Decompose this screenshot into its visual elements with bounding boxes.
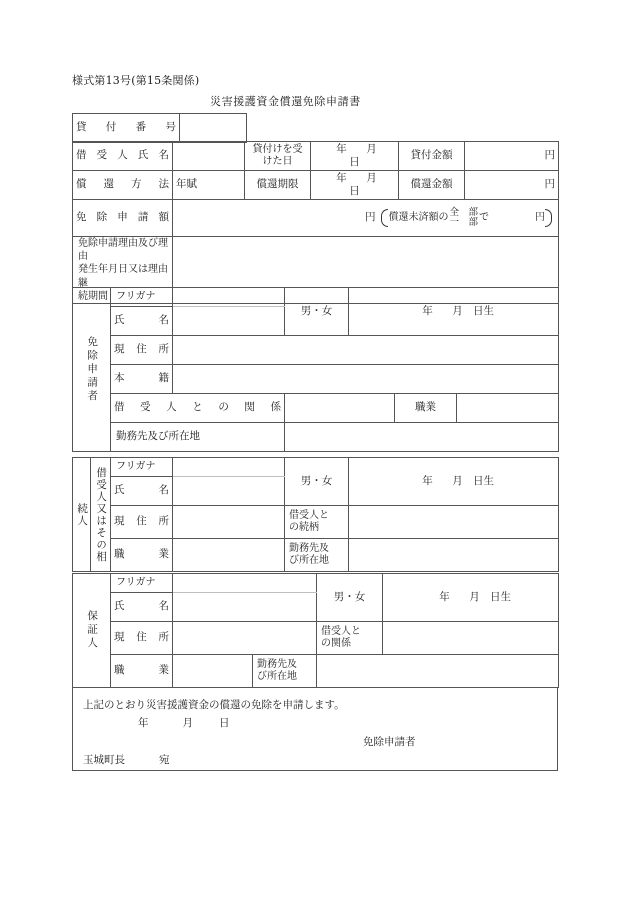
addressee-name: 玉城町長: [83, 754, 125, 766]
applicant-name-label: 氏名: [111, 307, 173, 336]
repayment-deadline-month: 月: [366, 171, 377, 184]
loan-detail-table: [72, 141, 559, 304]
guarantor-table: [72, 573, 559, 688]
applicant-address-input[interactable]: [173, 336, 559, 365]
guarantor-section-label-text: 保証人: [86, 610, 99, 651]
document-title: 災害援護資金償還免除申請書: [210, 95, 361, 108]
loan-number-input[interactable]: [180, 114, 247, 143]
guarantor-birth-year: 年: [439, 590, 450, 603]
applicant-section-label: [73, 288, 111, 452]
heir-occupation-label: 職業: [111, 539, 173, 572]
heir-name-input[interactable]: [173, 477, 285, 506]
loan-date-month: 月: [366, 142, 377, 155]
exemption-amount-unit: 円: [364, 211, 376, 224]
table-row-applicant-relation: [73, 394, 559, 423]
guarantor-name-label: 氏名: [111, 593, 173, 622]
applicant-domicile-input[interactable]: [173, 365, 559, 394]
heir-gender[interactable]: 男・女: [285, 458, 349, 506]
heir-workplace-label: [285, 539, 349, 572]
declaration-addressee: [83, 752, 170, 767]
guarantor-section-label: [73, 574, 111, 688]
heir-birth-year: 年: [422, 474, 433, 487]
table-row: [73, 114, 247, 143]
repayment-amount-unit: 円: [544, 178, 555, 191]
heir-birth-month: 月: [452, 474, 463, 487]
guarantor-relation-label-line2: の関係: [321, 638, 351, 649]
heir-workplace-label-line2: び所在地: [289, 555, 329, 566]
declaration-date-month: 月: [182, 717, 193, 729]
heir-occupation-input[interactable]: [173, 539, 285, 572]
heir-section-label-left-text: 続人: [76, 502, 89, 527]
repayment-deadline-input[interactable]: [311, 171, 399, 200]
heir-furigana-input[interactable]: [173, 458, 285, 477]
heir-section-label-right: [91, 458, 111, 572]
guarantor-relation-input[interactable]: [383, 622, 559, 655]
exemption-amount-cell[interactable]: [173, 200, 559, 237]
exemption-scope-options[interactable]: [448, 208, 479, 228]
repayment-deadline-year: 年: [336, 171, 347, 184]
table-row-heir-occupation: [73, 539, 559, 572]
exemption-scope-bracket: [381, 208, 552, 228]
applicant-occupation-input[interactable]: [457, 394, 559, 423]
applicant-workplace-label: 勤務先及び所在地: [111, 423, 285, 452]
declaration-date-day: 日: [219, 717, 230, 729]
guarantor-address-input[interactable]: [173, 622, 317, 655]
heir-section-label-right-text: 借受人又はその相: [95, 466, 108, 563]
exemption-reason-label-line1: 免除申請理由及び理由: [78, 238, 168, 263]
heir-address-input[interactable]: [173, 506, 285, 539]
heir-relation-label-line2: の続柄: [289, 522, 319, 533]
applicant-domicile-label: 本籍: [111, 365, 173, 394]
heir-name-label: 氏名: [111, 477, 173, 506]
heir-furigana-label: フリガナ: [111, 458, 173, 477]
heir-section-label-left: [73, 458, 91, 572]
declaration-block: [72, 687, 558, 771]
guarantor-occupation-input[interactable]: [173, 655, 253, 688]
guarantor-relation-label-line1: 借受人と: [321, 626, 361, 637]
exemption-amount-label: 免除申請額: [73, 200, 173, 237]
guarantor-furigana-label: フリガナ: [111, 574, 173, 593]
declaration-applicant-signature-label: 免除申請者: [363, 736, 416, 748]
heir-birthdate-input[interactable]: [349, 458, 559, 506]
heir-relation-input[interactable]: [349, 506, 559, 539]
loan-date-year: 年: [336, 142, 347, 155]
loan-number-label: 貸付番号: [73, 114, 180, 143]
borrower-name-label: 借受人氏名: [73, 142, 173, 171]
applicant-furigana-label: フリガナ: [111, 288, 173, 307]
exemption-bracket-unit: 円: [535, 211, 545, 223]
table-row-applicant-domicile: [73, 365, 559, 394]
guarantor-birth-month: 月: [469, 590, 480, 603]
guarantor-birth-day: 日生: [490, 590, 511, 603]
heir-relation-label-line1: 借受人と: [289, 510, 329, 521]
repayment-amount-input[interactable]: [465, 171, 559, 200]
applicant-birthdate-input[interactable]: [349, 288, 559, 336]
form-number: 様式第13号(第15条関係): [72, 74, 200, 87]
applicant-name-input[interactable]: [173, 307, 285, 336]
exemption-scope-partial[interactable]: 一 部: [449, 217, 478, 228]
heir-relation-label: [285, 506, 349, 539]
exemption-reason-label-line3: 続期間: [78, 290, 108, 302]
loan-date-label-text: 貸付けを受けた日: [252, 144, 303, 167]
guarantor-workplace-input[interactable]: [317, 655, 559, 688]
guarantor-birthdate-input[interactable]: [383, 574, 559, 622]
repayment-method-value[interactable]: 年賦: [173, 171, 245, 200]
applicant-relation-input[interactable]: [285, 394, 395, 423]
repayment-deadline-label: 償還期限: [245, 171, 311, 200]
guarantor-workplace-label: [253, 655, 317, 688]
guarantor-furigana-input[interactable]: [173, 574, 317, 593]
repayment-method-label: 償還方法: [73, 171, 173, 200]
applicant-birth-day: 日生: [473, 304, 494, 317]
heir-address-label: 現住所: [111, 506, 173, 539]
loan-number-table: [72, 113, 247, 143]
heir-workplace-input[interactable]: [349, 539, 559, 572]
exemption-bracket-de: で: [479, 211, 489, 223]
applicant-table: [72, 287, 559, 452]
exemption-reason-label-line2: 発生年月日又は理由継: [78, 264, 168, 289]
applicant-workplace-input[interactable]: [285, 423, 559, 452]
guarantor-gender[interactable]: 男・女: [317, 574, 383, 622]
repayment-amount-label: 償還金額: [399, 171, 465, 200]
exemption-scope-full[interactable]: 全 部: [449, 207, 478, 219]
applicant-occupation-label: 職業: [395, 394, 457, 423]
guarantor-relation-label: [317, 622, 383, 655]
table-row-applicant-furigana: [73, 288, 559, 307]
declaration-date-year: 年: [138, 717, 149, 729]
loan-amount-label: 貸付金額: [399, 142, 465, 171]
heir-birth-day: 日生: [473, 474, 494, 487]
exemption-bracket-prefix: 償還未済額の: [388, 211, 449, 223]
applicant-relation-label: 借受人との関係: [111, 394, 285, 423]
loan-amount-unit: 円: [544, 149, 555, 162]
declaration-date[interactable]: [138, 715, 230, 730]
guarantor-name-input[interactable]: [173, 593, 317, 622]
applicant-birth-month: 月: [452, 304, 463, 317]
table-row-guarantor-address: [73, 622, 559, 655]
repayment-deadline-day: 日: [349, 185, 360, 197]
table-row-heir-furigana: [73, 458, 559, 477]
loan-amount-input[interactable]: [465, 142, 559, 171]
guarantor-workplace-label-line2: び所在地: [257, 671, 297, 682]
heir-workplace-label-line1: 勤務先及: [289, 543, 329, 554]
table-row-borrower: [73, 142, 559, 171]
declaration-statement: 上記のとおり災害援護資金の償還の免除を申請します。: [83, 699, 345, 711]
table-row-applicant-address: [73, 336, 559, 365]
loan-date-input[interactable]: [311, 142, 399, 171]
loan-date-day: 日: [349, 156, 360, 168]
applicant-furigana-input[interactable]: [173, 288, 285, 307]
applicant-address-label: 現住所: [111, 336, 173, 365]
guarantor-occupation-label: 職業: [111, 655, 173, 688]
guarantor-address-label: 現住所: [111, 622, 173, 655]
table-row-repayment: [73, 171, 559, 200]
table-row-guarantor-occupation: [73, 655, 559, 688]
loan-date-label: [245, 142, 311, 171]
applicant-section-label-text: 免除申請者: [86, 335, 99, 404]
table-row-guarantor-furigana: [73, 574, 559, 593]
table-row-heir-address: [73, 506, 559, 539]
borrower-name-input[interactable]: [173, 142, 245, 171]
applicant-gender[interactable]: 男・女: [285, 288, 349, 336]
guarantor-workplace-label-line1: 勤務先及: [257, 659, 297, 670]
table-row-applicant-workplace: [73, 423, 559, 452]
applicant-birth-year: 年: [422, 304, 433, 317]
addressee-suffix: 宛: [159, 754, 170, 766]
heir-table: [72, 457, 559, 572]
table-row-exemption-amount: [73, 200, 559, 237]
